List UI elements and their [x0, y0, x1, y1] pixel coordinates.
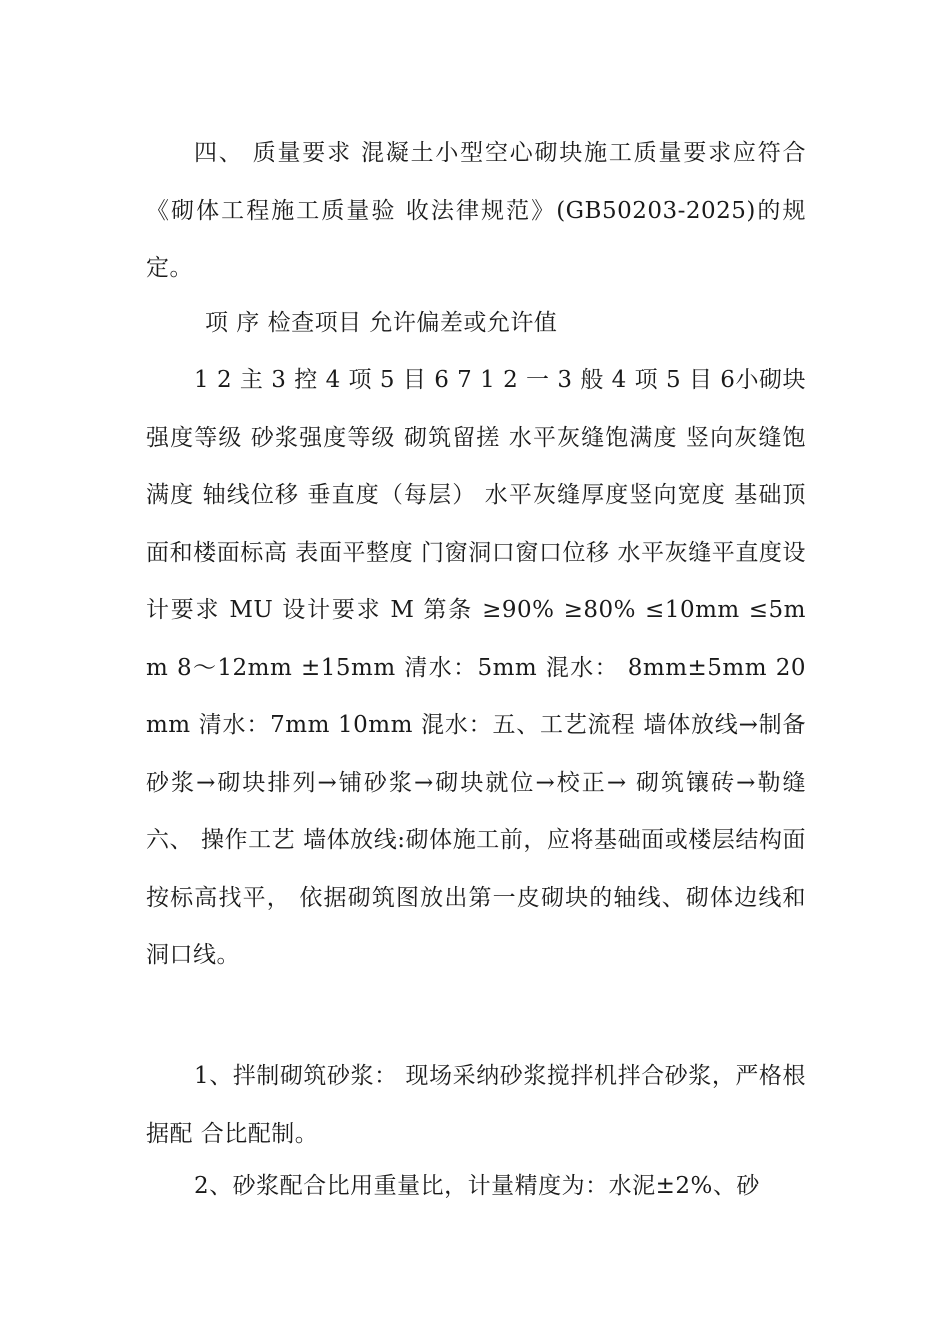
paragraph-mortar-mixing: 1、拌制砌筑砂浆： 现场采纳砂浆搅拌机拌合砂浆，严格根据配 合比配制。 [146, 1063, 806, 1147]
paragraph-mix-ratio: 2、砂浆配合比用重量比，计量精度为：水泥±2%、砂 [194, 1173, 760, 1199]
paragraph-inspection-items: 1 2 主 3 控 4 项 5 目 6 7 1 2 一 3 般 4 项 5 目 6小砌块强度等级 砂浆强度等级 砌筑留搓 水平灰缝饱满度 竖向灰缝饱满度 轴线位移 垂直度（每层） 水平灰缝厚度竖向宽度 基础顶面和楼面标高 表面平整度 门窗洞口窗口位移 水平灰缝平直度设计要求 MU 设计要求 M 第条 ≥90% ≥80% ≤10mm ≤5mm 8～12mm ±15mm 清水：5mm 混水： 8mm±5mm 20mm 清水：7mm 10mm 混水：五、工艺流程 墙体放线→制备砂浆→砌块排列→铺砂浆→砌块就位→校正→ 砌筑镶砖→勒缝 六、 操作工艺 墙体放线:砌体施工前，应将基础面或楼层结构面按标高找平， 依据砌筑图放出第一皮砌块的轴线、砌体边线和洞口线。 [146, 367, 806, 968]
paragraph-table-header: 项 序 检查项目 允许偏差或允许值 [205, 310, 558, 336]
paragraph-quality-requirements: 四、 质量要求 混凝土小型空心砌块施工质量要求应符合 《砌体工程施工质量验 收法律规范》(GB50203-2025)的规定。 [146, 140, 806, 281]
